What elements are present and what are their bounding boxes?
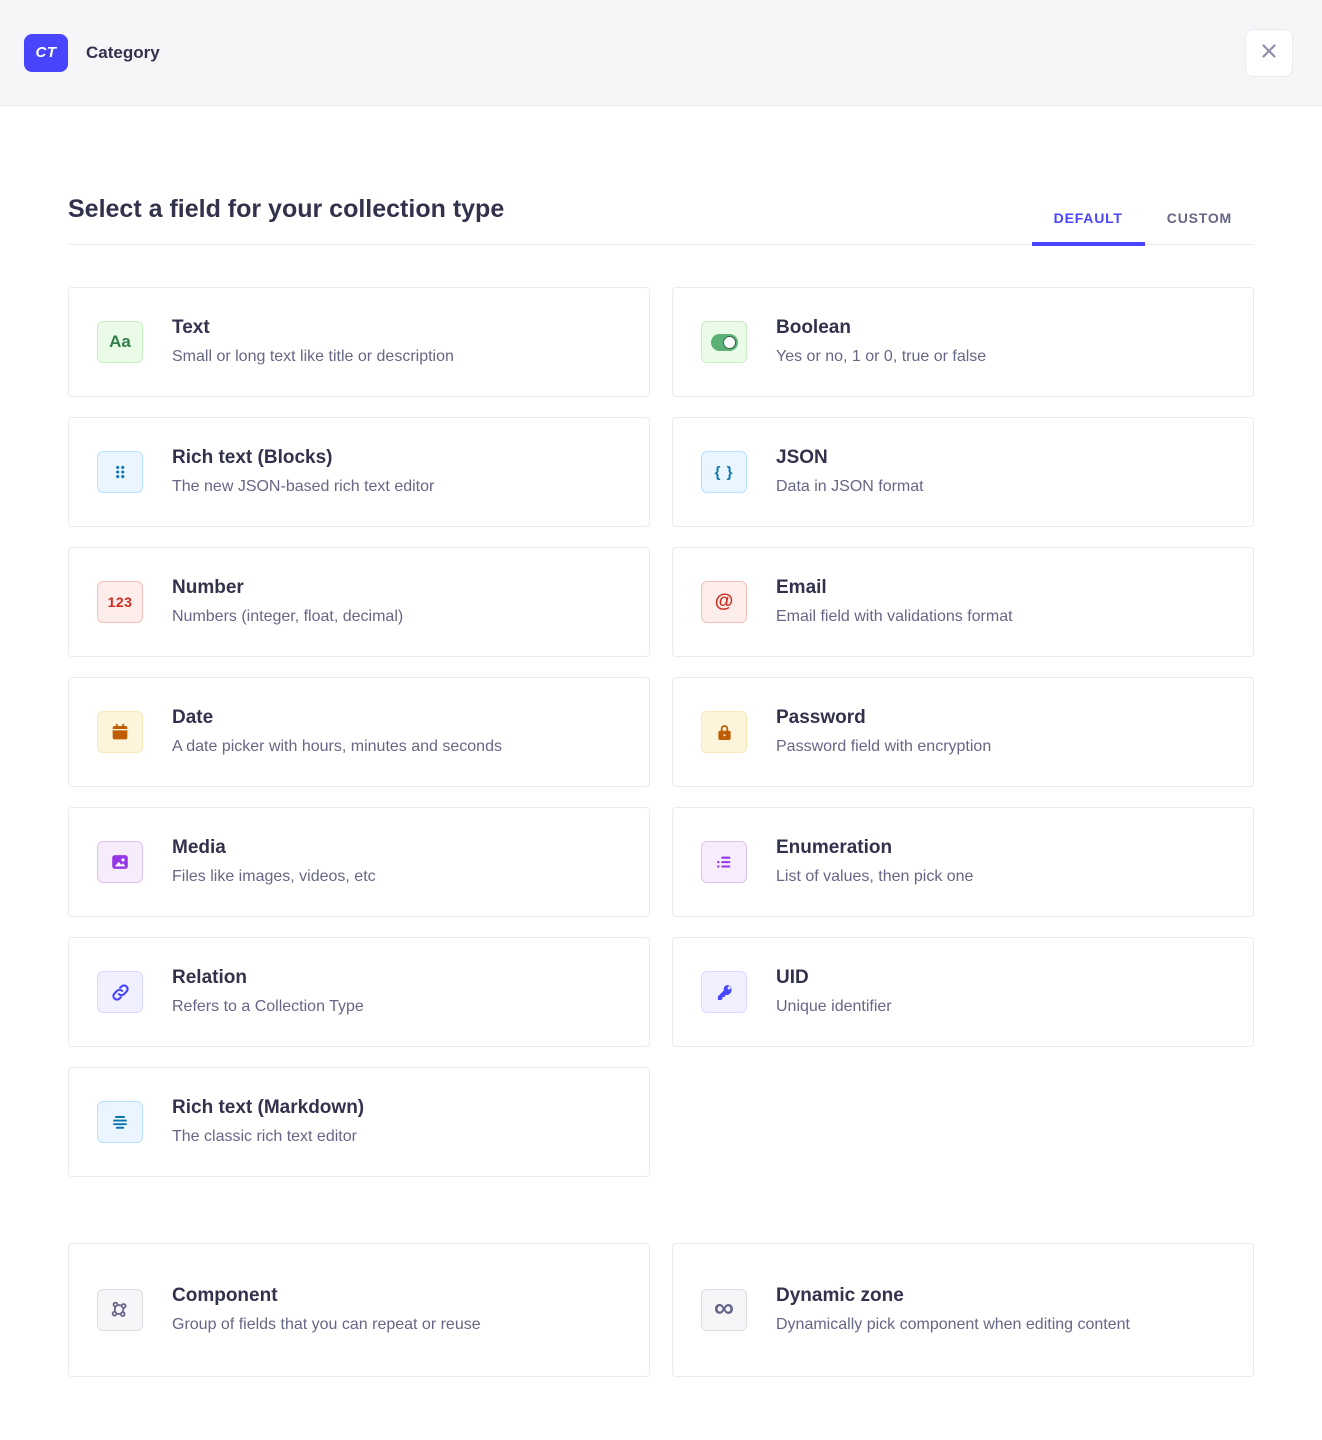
field-description: Group of fields that you can repeat or reuse	[172, 1316, 481, 1333]
list-icon	[701, 841, 747, 883]
field-card-richtext-markdown[interactable]	[68, 1067, 650, 1177]
card-text	[776, 316, 986, 368]
field-title: Enumeration	[776, 837, 893, 858]
card-text	[172, 576, 403, 628]
field-card-date[interactable]	[68, 677, 650, 787]
close-icon	[1258, 40, 1280, 65]
field-card-richtext-blocks[interactable]	[68, 417, 650, 527]
card-text	[776, 706, 991, 758]
field-card-media[interactable]	[68, 807, 650, 917]
card-text	[776, 446, 924, 498]
card-text	[172, 706, 502, 758]
field-description: List of values, then pick one	[776, 868, 974, 885]
card-text	[172, 1284, 481, 1336]
text-field-icon: Aa	[97, 321, 143, 363]
field-description: Email field with validations format	[776, 608, 1013, 625]
number-123-icon: 123	[97, 581, 143, 623]
card-text	[172, 966, 364, 1018]
field-card-uid[interactable]	[672, 937, 1254, 1047]
field-description: Yes or no, 1 or 0, true or false	[776, 348, 987, 365]
default-fields-grid	[68, 287, 1254, 1177]
field-description: The new JSON-based rich text editor	[172, 478, 435, 495]
content-type-badge	[24, 34, 68, 72]
field-description: The classic rich text editor	[172, 1128, 357, 1145]
card-text	[172, 316, 454, 368]
field-title: Dynamic zone	[776, 1285, 904, 1306]
field-title: Relation	[172, 967, 247, 988]
modal-header	[0, 0, 1322, 106]
field-card-boolean[interactable]	[672, 287, 1254, 397]
boolean-toggle-icon	[701, 321, 747, 363]
key-icon	[701, 971, 747, 1013]
field-card-dynamic-zone[interactable]	[672, 1243, 1254, 1377]
card-text	[776, 836, 973, 888]
text-lines-icon	[97, 1101, 143, 1143]
field-title: Date	[172, 707, 214, 728]
field-card-json[interactable]	[672, 417, 1254, 527]
infinity-icon: ∞	[701, 1289, 747, 1331]
card-text	[172, 446, 434, 498]
field-description: Small or long text like title or description	[172, 348, 454, 365]
field-card-component[interactable]	[68, 1243, 650, 1377]
email-at-icon: @	[701, 581, 747, 623]
content-type-title: Category	[86, 42, 160, 62]
special-fields-grid	[68, 1243, 1254, 1377]
field-card-relation[interactable]	[68, 937, 650, 1047]
card-text	[776, 966, 892, 1018]
field-description: Numbers (integer, float, decimal)	[172, 608, 404, 625]
field-description: Refers to a Collection Type	[172, 998, 364, 1015]
content-type-badge-label: CT	[35, 44, 57, 61]
close-button[interactable]	[1245, 29, 1293, 77]
field-description: Files like images, videos, etc	[172, 868, 376, 885]
field-title: Number	[172, 577, 244, 598]
field-kind-tabs	[1032, 210, 1254, 244]
card-text	[172, 836, 376, 888]
field-title: Boolean	[776, 317, 851, 338]
field-title: Component	[172, 1285, 278, 1306]
field-card-number[interactable]	[68, 547, 650, 657]
field-title: Rich text (Blocks)	[172, 447, 333, 468]
field-description: Password field with encryption	[776, 738, 992, 755]
field-title: Text	[172, 317, 210, 338]
page-title: Select a field for your collection type	[68, 195, 505, 223]
card-text	[776, 576, 1013, 628]
title-row	[68, 194, 1254, 245]
field-card-password[interactable]	[672, 677, 1254, 787]
card-text	[172, 1096, 364, 1148]
field-description: Unique identifier	[776, 998, 892, 1015]
tab-default[interactable]: DEFAULT	[1032, 210, 1145, 246]
field-title: Email	[776, 577, 827, 598]
field-card-text[interactable]	[68, 287, 650, 397]
field-description: A date picker with hours, minutes and seconds	[172, 738, 502, 755]
component-nodes-icon	[97, 1289, 143, 1331]
lock-icon	[701, 711, 747, 753]
field-card-enumeration[interactable]	[672, 807, 1254, 917]
field-description: Dynamically pick component when editing content	[776, 1316, 1130, 1333]
field-card-email[interactable]	[672, 547, 1254, 657]
field-title: JSON	[776, 447, 828, 468]
field-title: Rich text (Markdown)	[172, 1097, 365, 1118]
blocks-dots-icon	[97, 451, 143, 493]
link-icon	[97, 971, 143, 1013]
field-description: Data in JSON format	[776, 478, 924, 495]
field-title: Password	[776, 707, 866, 728]
card-text	[776, 1284, 1130, 1336]
calendar-icon	[97, 711, 143, 753]
media-image-icon	[97, 841, 143, 883]
field-title: Media	[172, 837, 226, 858]
modal-body	[0, 106, 1322, 1377]
field-title: UID	[776, 967, 809, 988]
json-braces-icon: { }	[701, 451, 747, 493]
tab-custom[interactable]: CUSTOM	[1145, 210, 1254, 246]
